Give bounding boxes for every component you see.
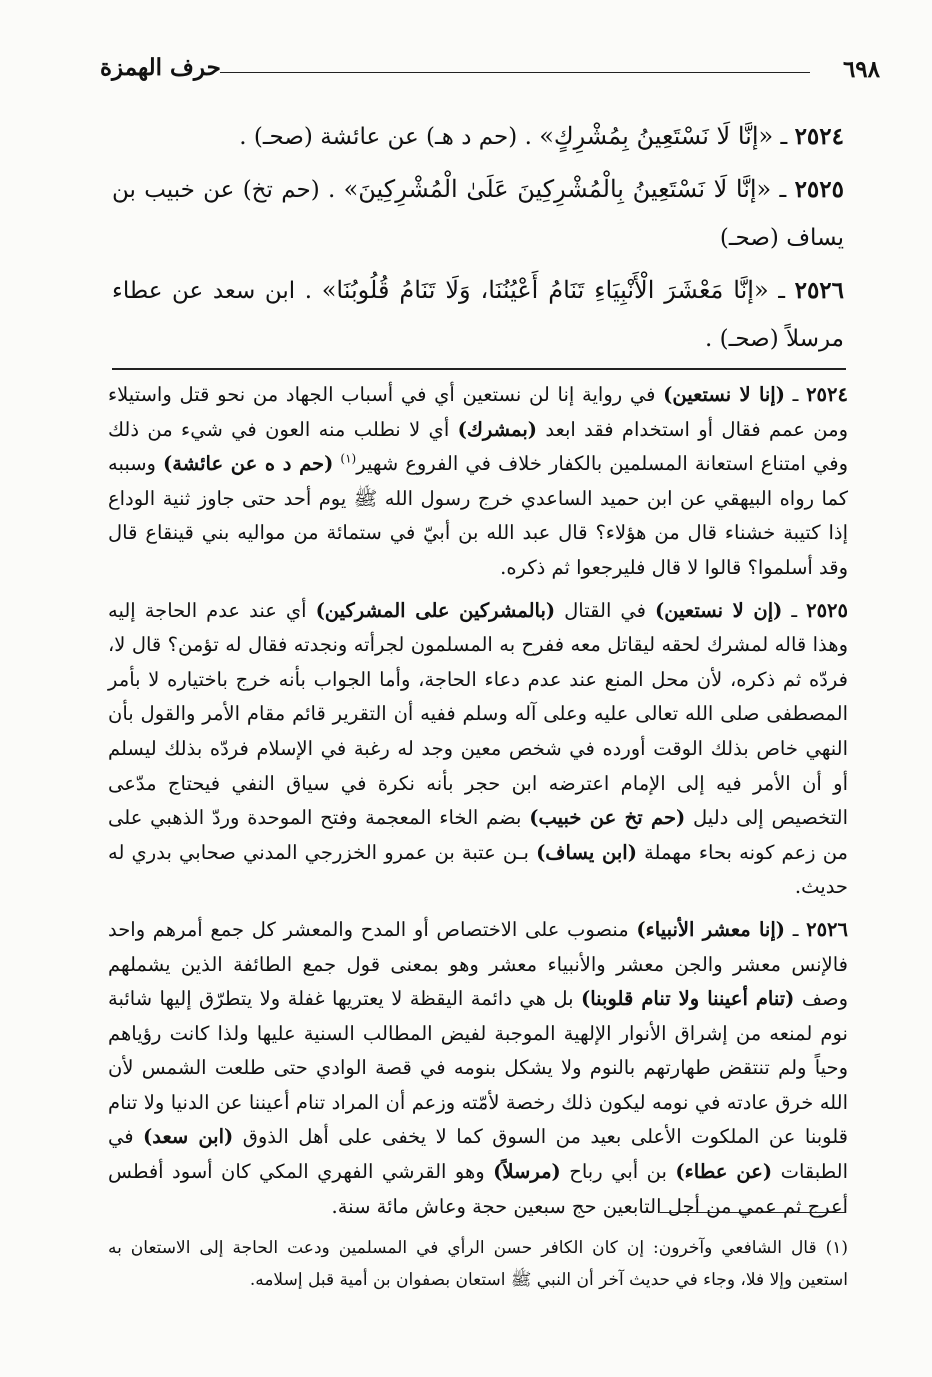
bold-phrase: (حم تخ عن خبيب) <box>529 806 686 830</box>
bold-phrase: (مرسلاً) <box>493 1160 561 1184</box>
hadith-2526 <box>112 266 844 363</box>
header-rule <box>220 72 810 73</box>
commentary-text: أي لا نطلب منه العون في شيء من ذلك وفي امتناع استعانة المسلمين بالكفار خلاف في الفروع شهير <box>108 417 849 476</box>
hadith-2525 <box>112 165 844 262</box>
commentary-text: بل هي دائمة اليقظة لا يعتريها غفلة ولا يتطرّق إليها شائبة نوم لمنعه من إشراق الأنوار الإلهية الموجبة لفيض المطالب السنية عليها ولذا كانت رؤياهم وحياً ولم تنتقض طهارتهم بالنوم ولا يشكل بنومه في قصة الوادي حتى طلعت الشمس لأن الله خرق عادته في نومه ليكون ذلك رخصة لأمّته وزعم أن المراد تنام أعيننا عن الدنيا ولا تنام قلوبنا عن الملكوت الأعلى بعيد من السوق كما لا يخفى على أهل الذوق <box>108 987 848 1149</box>
dash: ـ <box>771 177 787 203</box>
bold-phrase: (ابن سعد) <box>143 1125 234 1149</box>
commentary-number: ٢٥٢٥ <box>806 598 848 622</box>
dash: ـ <box>785 917 807 941</box>
page-header <box>100 52 880 92</box>
commentary-2524 <box>108 378 848 586</box>
hadith-2524 <box>112 112 844 161</box>
commentary-text: بضم الخاء المعجمة وفتح الموحدة وردّ الذهبي على من زعم كونه بحاء مهملة <box>108 806 848 864</box>
commentary-text: منصوب على الاختصاص أو المدح والمعشر كل جمع أمرهم واحد فالإنس معشر والجن معشر والأنبياء معشر وهو بمعنى قول جمع الطائفة الذين يشملهم وصف <box>108 917 848 1011</box>
dash: ـ <box>782 598 807 622</box>
footnote <box>108 1232 848 1296</box>
hadith-text: «إنَّا لَا نَسْتَعِينُ بِمُشْرِكٍ» <box>539 122 774 150</box>
hadith-text: «إنَّا مَعْشَرَ الْأَنْبِيَاءِ تَنَامُ أَعْيُنُنَا، وَلَا تَنَامُ قُلُوبُنَا» <box>321 276 769 304</box>
bold-phrase: (إنا لا نستعين) <box>663 383 785 406</box>
commentary-number: ٢٥٢٤ <box>806 383 848 406</box>
hadith-number: ٢٥٢٥ <box>794 176 844 203</box>
dash: ـ <box>768 278 785 304</box>
commentary-text: في رواية إنا لن نستعين أي في أسباب الجهاد من نحو قتل واستيلاء ومن عمم فقال أو استخدام فقد ابعد <box>108 383 848 441</box>
footnote-text: قال الشافعي وآخرون: إن كان الكافر حسن الرأي في المسلمين ودعت الحاجة إلى الاستعان به استعين وإلا فلا، وجاء في حديث آخر أن النبي ﷺ استعان بصفوان بن أمية قبل إسلامه. <box>108 1238 848 1290</box>
bold-phrase: (ابن يساف) <box>536 840 637 864</box>
hadith-source: . (حم د هـ) عن عائشة (صحـ) . <box>239 124 532 150</box>
commentary-text: في الطبقات <box>108 1125 848 1184</box>
commentary-text: بـن عتبة بن عمرو الخزرجي المدني صحابي بدري له حديث. <box>108 840 848 899</box>
hadith-number: ٢٥٢٤ <box>794 123 844 150</box>
footnote-divider <box>660 1212 846 1213</box>
commentary-text: في القتال <box>555 598 655 622</box>
bold-phrase: (بالمشركين على المشركين) <box>315 598 556 622</box>
commentary-text: وسببه كما رواه البيهقي عن ابن حميد الساعدي خرج رسول الله ﷺ يوم أحد حتى جاوز ثنية الوداع إذا كتيبة خشناء قال من هؤلاء؟ قال عبد الله بن أبيّ في ستمائة من مواليه بني قينقاع قال وقد أسلموا؟ قالوا لا قال فليرجعوا ثم ذكره. <box>108 452 848 579</box>
commentary-2526 <box>108 913 848 1224</box>
footnote-reference[interactable]: (١) <box>340 451 357 466</box>
bold-phrase: (بمشرك) <box>457 417 537 441</box>
page-number: ٦٩٨ <box>842 56 880 83</box>
commentary-number: ٢٥٢٦ <box>806 917 848 941</box>
section-divider <box>112 368 846 370</box>
hadith-number: ٢٥٢٦ <box>794 277 845 304</box>
commentary <box>108 378 848 1232</box>
running-title: حرف الهمزة <box>100 54 221 81</box>
dash: ـ <box>773 124 788 150</box>
hadith-source: . ابن سعد عن عطاء مرسلاً (صحـ) . <box>112 278 844 352</box>
commentary-text: أي عند عدم الحاجة إليه وهذا قاله لمشرك لحقه ليقاتل معه ففرح به المسلمون لجرأته ونجدته فقال له تؤمن؟ قال لا، فردّه ثم ذكره، لأن محل المنع عند عدم دعاء الحاجة، وأما الجواب بأنه خرج باختياره لا بأمر المصطفى صلى الله تعالى عليه وعلى آله وسلم ففيه أن التقرير قائم مقام الأمر والقول بأن النهي خاص بذلك الوقت أورده في شخص معين وجد له رغبة في الإسلام فردّه بذلك ليسلم أو أن الأمر فيه إلى الإمام اعترضه ابن حجر بأنه نكرة في سياق النفي فيحتاج مدّعى التخصيص إلى دليل <box>108 598 848 830</box>
bold-phrase: (عن عطاء) <box>675 1160 773 1184</box>
commentary-text: وهو القرشي الفهري المكي كان أسود أفطس أعرج ثم عمي من أجل التابعين حج سبعين حجة وعاش مائة سنة. <box>108 1160 848 1218</box>
footnote-marker: (١) <box>825 1238 848 1258</box>
commentary-2525 <box>108 594 848 905</box>
bold-phrase: (حم د ه عن عائشة) <box>163 452 334 476</box>
hadith-source: . (حم تخ) عن خبيب بن يساف (صحـ) <box>112 177 844 251</box>
hadith-block <box>112 112 844 367</box>
bold-phrase: (إنا معشر الأنبياء) <box>636 917 786 941</box>
hadith-text: «إنَّا لَا نَسْتَعِينُ بِالْمُشْرِكِينَ عَلَىٰ الْمُشْرِكِينَ» <box>343 175 772 203</box>
dash: ـ <box>784 383 807 406</box>
bold-phrase: (تنام أعيننا ولا تنام قلوبنا) <box>581 987 795 1011</box>
commentary-text: بن أبي رباح <box>560 1160 676 1184</box>
bold-phrase: (إن لا نستعين) <box>654 598 783 622</box>
